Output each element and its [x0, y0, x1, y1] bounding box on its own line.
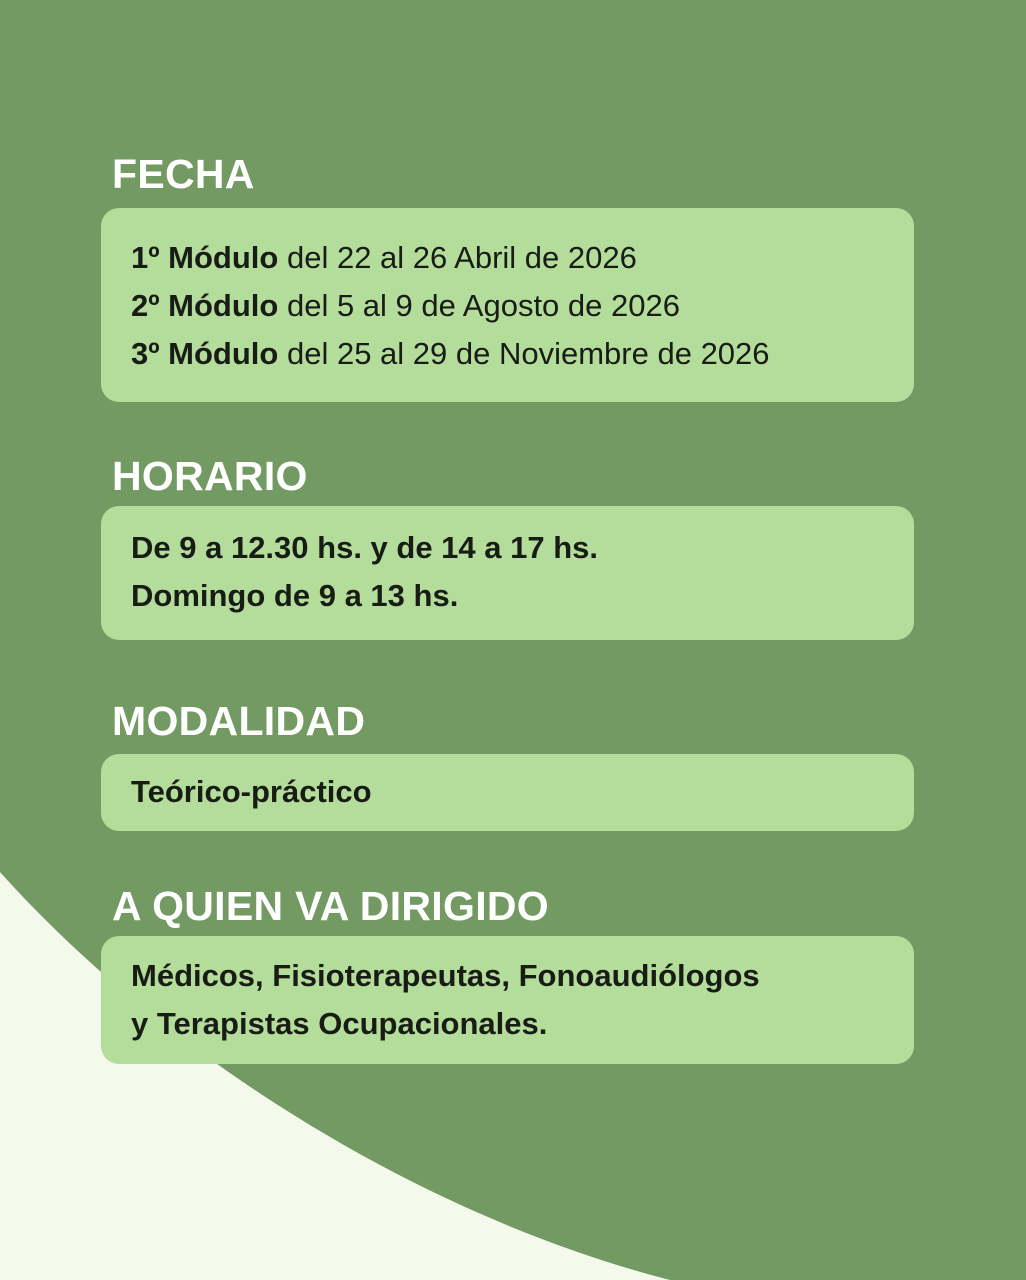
- horario-box: [101, 506, 914, 640]
- dirigido-line-1: Médicos, Fisioterapeutas, Fonoaudiólogos: [131, 958, 760, 993]
- module-label: 1º Módulo: [131, 240, 279, 275]
- module-dates: del 22 al 26 Abril de 2026: [278, 240, 637, 275]
- horario-line-1: De 9 a 12.30 hs. y de 14 a 17 hs.: [131, 530, 599, 565]
- horario-title: HORARIO: [112, 453, 308, 499]
- fecha-title: FECHA: [112, 151, 255, 197]
- module-line-1: [131, 234, 914, 282]
- module-dates: del 5 al 9 de Agosto de 2026: [278, 288, 680, 323]
- modalidad-text: Teórico-práctico: [131, 774, 372, 809]
- modalidad-box: [101, 754, 914, 831]
- modalidad-title: MODALIDAD: [112, 698, 366, 744]
- module-label: 3º Módulo: [131, 336, 279, 371]
- dirigido-line-2: y Terapistas Ocupacionales.: [131, 1006, 548, 1041]
- module-dates: del 25 al 29 de Noviembre de 2026: [278, 336, 770, 371]
- module-line-3: [131, 330, 914, 378]
- dirigido-box: [101, 936, 914, 1064]
- dirigido-title: A QUIEN VA DIRIGIDO: [112, 883, 549, 929]
- horario-line-2: Domingo de 9 a 13 hs.: [131, 578, 459, 613]
- fecha-box: [101, 208, 914, 402]
- module-line-2: [131, 282, 914, 330]
- module-label: 2º Módulo: [131, 288, 279, 323]
